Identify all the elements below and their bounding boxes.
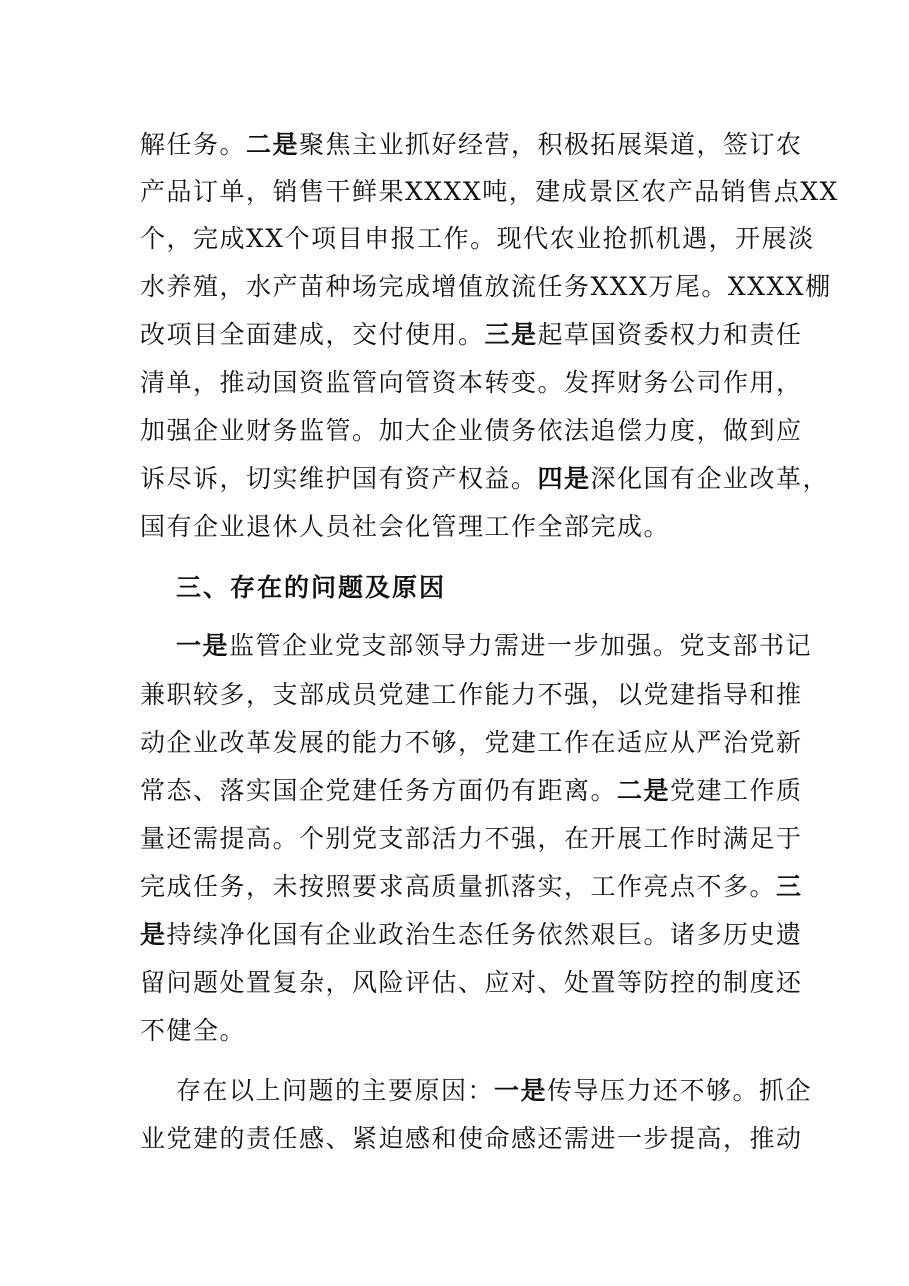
text-segment: 起草国资委权力和责任	[537, 320, 803, 349]
text-segment: 深化国有企业改革，	[590, 464, 830, 493]
text-segment: 诉尽诉，切实维护国有资产权益。	[140, 464, 538, 493]
paragraph-line	[140, 416, 803, 446]
paragraph-line	[176, 1076, 816, 1106]
bold-keyword: 是	[140, 920, 167, 949]
paragraph-line	[140, 177, 839, 207]
text-segment: 完成任务，未按照要求高质量抓落实，工作亮点不多。	[140, 872, 777, 901]
paragraph-line	[140, 368, 803, 398]
text-segment: 常态、落实国企党建任务方面仍有距离。	[140, 776, 618, 805]
text-segment: 产品订单，销售干鲜果XXXX吨，建成景区农产品销售点XX	[140, 177, 839, 206]
bold-keyword: 二是	[617, 776, 671, 805]
text-segment: 聚焦主业抓好经营，积极拓展渠道，签订农	[299, 130, 803, 159]
paragraph-line	[140, 464, 830, 494]
paragraph-line	[140, 824, 803, 854]
text-segment: 国有企业退休人员社会化管理工作全部完成。	[140, 512, 671, 541]
bold-keyword: 二是	[246, 130, 300, 159]
text-segment: 加强企业财务监管。加大企业债务依法追偿力度，做到应	[140, 416, 803, 445]
text-segment: 水养殖，水产苗种场完成增值放流任务XXX万尾。XXXX棚	[140, 272, 832, 301]
paragraph-line	[140, 968, 803, 998]
paragraph-line	[140, 872, 803, 902]
text-segment: 兼职较多，支部成员党建工作能力不强，以党建指导和推	[140, 680, 803, 709]
text-segment: 传导压力还不够。抓企	[547, 1076, 813, 1105]
text-segment: 持续净化国有企业政治生态任务依然艰巨。诸多历史遗	[166, 920, 803, 949]
text-segment: 监管企业党支部领导力需进一步加强。党支部书记	[229, 631, 813, 660]
text-segment: 个，完成XX个项目申报工作。现代农业抢抓机遇，开展淡	[140, 224, 815, 253]
text-segment: 不健全。	[140, 1016, 247, 1045]
paragraph-line	[140, 920, 803, 950]
bold-keyword: 三、存在的问题及原因	[176, 573, 447, 602]
paragraph-line	[140, 1016, 780, 1046]
bold-keyword: 一是	[176, 631, 230, 660]
paragraph-line	[140, 272, 832, 302]
text-segment: 清单，推动国资监管向管资本转变。发挥财务公司作用，	[140, 368, 803, 397]
paragraph-line	[140, 680, 803, 710]
paragraph-line	[140, 512, 780, 542]
text-segment: 解任务。	[140, 130, 247, 159]
paragraph-line	[140, 130, 803, 160]
bold-keyword: 三	[776, 872, 803, 901]
paragraph-line	[140, 776, 803, 806]
text-segment: 业党建的责任感、紧迫感和使命感还需进一步提高，推动	[140, 1124, 803, 1153]
text-segment: 动企业改革发展的能力不够，党建工作在适应从严治党新	[140, 728, 803, 757]
text-segment: 存在以上问题的主要原因：	[176, 1076, 495, 1105]
bold-keyword: 四是	[537, 464, 591, 493]
paragraph-line	[140, 728, 803, 758]
section-heading	[176, 573, 816, 603]
paragraph-line	[176, 631, 816, 661]
bold-keyword: 三是	[484, 320, 538, 349]
text-segment: 量还需提高。个别党支部活力不强，在开展工作时满足于	[140, 824, 803, 853]
text-segment: 留问题处置复杂，风险评估、应对、处置等防控的制度还	[140, 968, 803, 997]
paragraph-line	[140, 1124, 803, 1154]
text-segment: 党建工作质	[670, 776, 803, 805]
text-segment: 改项目全面建成，交付使用。	[140, 320, 485, 349]
paragraph-line	[140, 224, 815, 254]
bold-keyword: 一是	[494, 1076, 548, 1105]
paragraph-line	[140, 320, 803, 350]
